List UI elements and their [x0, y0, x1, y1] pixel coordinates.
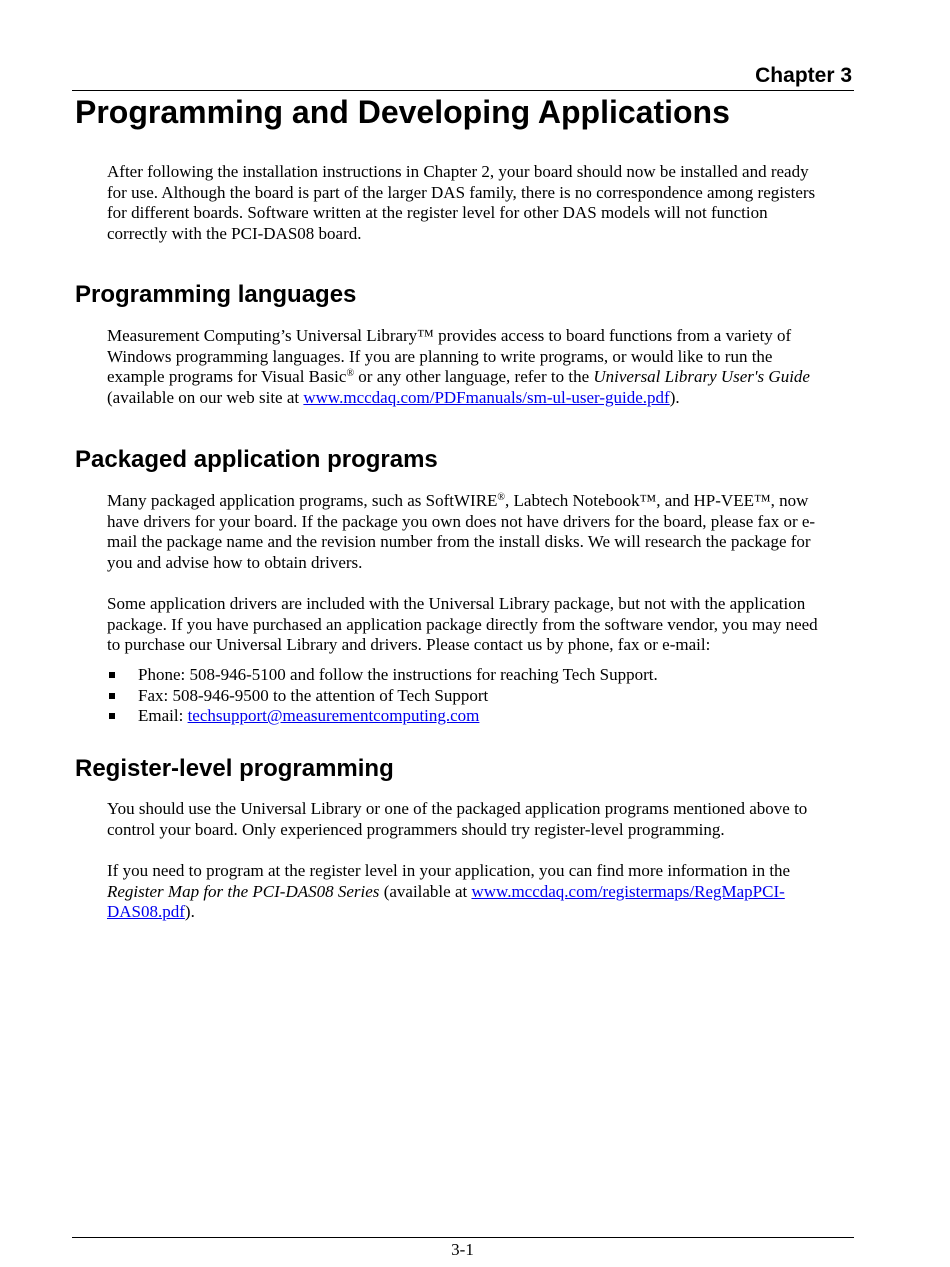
register-map-link[interactable]: www.mccdaq.com/registermaps/RegMapPCI- [471, 881, 785, 901]
paragraph-line: Some application drivers are included with the Universal Library package, but not with the application [107, 594, 806, 613]
text-run: Many packaged application programs, such as SoftWIRE [107, 491, 498, 510]
intro-line: for use. Although the board is part of the larger DAS family, there is no correspondence among registers [107, 182, 816, 202]
register-level-paragraph-1 [107, 799, 847, 840]
list-item-phone [107, 665, 658, 686]
section-heading-packaged-programs: Packaged application programs [75, 446, 438, 473]
page-number: 3-1 [451, 1240, 474, 1259]
page-title: Programming and Developing Applications [75, 94, 730, 130]
section-heading-programming-languages: Programming languages [75, 281, 357, 308]
text-run: ). [669, 387, 680, 407]
chapter-label: Chapter 3 [755, 64, 852, 87]
square-bullet-icon [109, 713, 115, 719]
registered-mark: ® [346, 368, 355, 380]
email-link[interactable]: techsupport@measurementcomputing.com [187, 706, 480, 726]
intro-line: After following the installation instructions in Chapter 2, your board should now be installed and ready [107, 162, 809, 181]
text-run: ). [184, 902, 195, 922]
paragraph-line: Windows programming languages. If you are planning to write programs, or would like to run the [107, 346, 773, 366]
text-run: example programs for Visual Basic [107, 367, 347, 387]
users-guide-title: Universal Library User's Guide [593, 367, 810, 387]
text-run: or any other language, refer to the [354, 367, 594, 387]
paragraph-line: to purchase our Universal Library and drivers. Please contact us by phone, fax or e-mail: [107, 635, 711, 655]
list-item-email [107, 706, 658, 727]
paragraph-line: control your board. Only experienced programmers should try register-level programming. [107, 819, 725, 839]
programming-languages-paragraph [107, 326, 847, 408]
paragraph-line: you and advise how to obtain drivers. [107, 552, 363, 572]
paragraph-line [107, 882, 847, 903]
text-run: (available on our web site at [107, 387, 304, 407]
contact-list [107, 665, 658, 727]
text-run: , Labtech Notebook™, and HP-VEE™, now [505, 491, 809, 510]
packaged-programs-paragraph-2 [107, 594, 847, 656]
paragraph-line [107, 902, 847, 923]
paragraph-line: Measurement Computing’s Universal Library™ provides access to board functions from a variety of [107, 326, 792, 345]
fax-text: Fax: 508-946-9500 to the attention of Tech Support [138, 685, 489, 705]
text-run: (available at [379, 881, 472, 901]
registered-mark: ® [497, 492, 506, 503]
paragraph-line: If you need to program at the register level in your application, you can find more information in the [107, 861, 791, 880]
chapter-rule [72, 90, 854, 91]
square-bullet-icon [109, 693, 115, 699]
paragraph-line: have drivers for your board. If the package you own does not have drivers for the board, please fax or e- [107, 511, 816, 531]
list-item-fax [107, 686, 658, 707]
footer-rule [72, 1237, 854, 1238]
section-heading-register-level: Register-level programming [75, 755, 394, 782]
intro-paragraph [107, 162, 847, 244]
paragraph-line [107, 491, 847, 512]
paragraph-line: You should use the Universal Library or one of the packaged application programs mentioned above to [107, 799, 808, 818]
intro-line: for different boards. Software written at the register level for other DAS models will not function [107, 203, 768, 223]
paragraph-line [107, 388, 847, 409]
register-map-link-continued[interactable]: DAS08.pdf [107, 902, 185, 922]
paragraph-line: package. If you have purchased an application package directly from the software vendor, you may need [107, 614, 818, 634]
packaged-programs-paragraph-1 [107, 491, 847, 573]
square-bullet-icon [109, 672, 115, 678]
email-label: Email: [138, 706, 188, 726]
users-guide-link[interactable]: www.mccdaq.com/PDFmanuals/sm-ul-user-guide.pdf [303, 387, 670, 407]
paragraph-line [107, 367, 847, 388]
phone-text: Phone: 508-946-5100 and follow the instructions for reaching Tech Support. [138, 665, 658, 684]
register-map-title: Register Map for the PCI-DAS08 Series [107, 881, 380, 901]
paragraph-line: mail the package name and the revision number from the install disks. We will research the package for [107, 532, 811, 552]
register-level-paragraph-2 [107, 861, 847, 923]
intro-line: correctly with the PCI-DAS08 board. [107, 223, 362, 243]
